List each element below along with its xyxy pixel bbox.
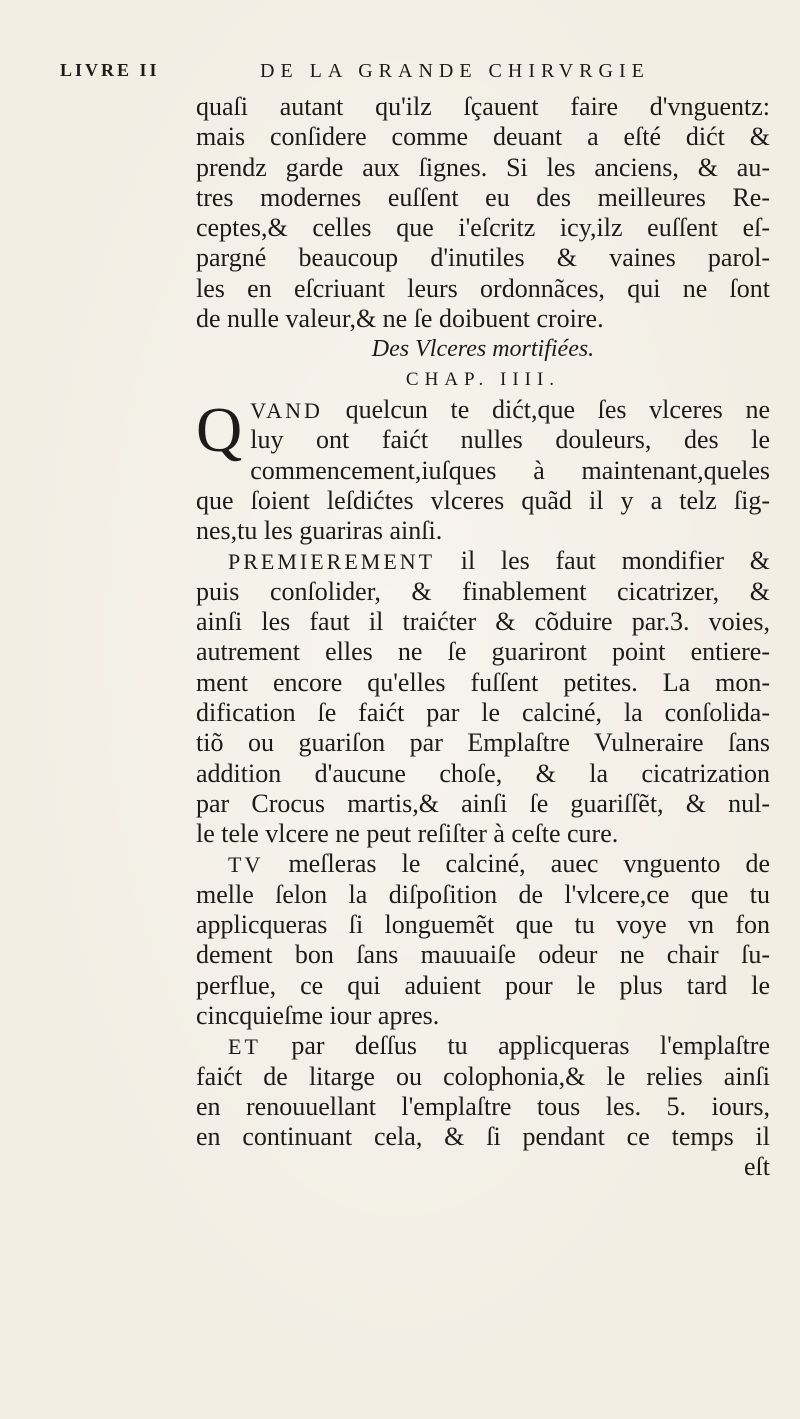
text-line: de nulle valeur,& ne ſe doibuent croire. bbox=[196, 304, 604, 334]
text-line: faićt de litarge ou colophonia,& le relies ainſi bbox=[196, 1061, 770, 1091]
text-line: autrement elles ne ſe guariront point entiere- bbox=[196, 637, 770, 667]
text-line: nes,tu les guariras ainſi. bbox=[196, 516, 443, 546]
body-text bbox=[196, 92, 770, 1183]
small-caps-word: ET bbox=[228, 1034, 261, 1060]
text-line: en continuant cela, & ſi pendant ce temps il bbox=[196, 1122, 770, 1152]
text-line: dement bon ſans mauuaiſe odeur ne chair ſu- bbox=[196, 940, 770, 970]
text-run: quelcun te dićt,que ſes vlceres ne bbox=[322, 394, 770, 424]
drop-capital: Q bbox=[196, 393, 243, 465]
section-title: Des Vlceres mortifiées. bbox=[371, 336, 595, 363]
text-line: quaſi autant qu'ilz ſçauent faire d'vnguentz: bbox=[196, 92, 770, 121]
small-caps-word: VAND bbox=[250, 397, 323, 423]
text-line: prendz garde aux ſignes. Si les anciens, & au- bbox=[196, 152, 770, 182]
text-line: luy ont faićt nulles douleurs, des le bbox=[250, 425, 770, 455]
text-line bbox=[196, 395, 770, 425]
text-line: ainſi les faut il traićter & cõduire par.3. voies, bbox=[196, 607, 770, 637]
text-line bbox=[196, 546, 770, 576]
catchword: eſt bbox=[744, 1152, 770, 1182]
text-line: pargné beaucoup d'inutiles & vaines parol- bbox=[196, 243, 770, 273]
text-run: il les faut mondifier & bbox=[435, 546, 770, 576]
paragraph-3 bbox=[196, 546, 770, 849]
text-line: tres modernes euſſent eu des meilleures Re- bbox=[196, 182, 770, 212]
text-line: melle ſelon la diſpoſition de l'vlcere,ce que tu bbox=[196, 879, 770, 909]
paragraph-1 bbox=[196, 92, 770, 334]
text-run: par deſſus tu applicqueras l'emplaſtre bbox=[260, 1031, 770, 1061]
text-line: que ſoient leſdićtes vlceres quãd il y a telz ſig- bbox=[196, 485, 770, 515]
text-line bbox=[196, 1031, 770, 1061]
text-run: meſleras le calciné, auec vnguento de bbox=[263, 849, 770, 879]
text-line: cincquieſme iour apres. bbox=[196, 1000, 440, 1030]
text-line: ceptes,& celles que i'eſcritz icy,ilz euſſent eſ- bbox=[196, 213, 770, 243]
paragraph-4 bbox=[196, 849, 770, 1031]
running-header bbox=[60, 60, 740, 90]
text-line: addition d'aucune choſe, & la cicatrization bbox=[196, 758, 770, 788]
text-line bbox=[196, 849, 770, 879]
text-line: perflue, ce qui aduient pour le plus tard le bbox=[196, 970, 770, 1000]
small-caps-word: TV bbox=[228, 852, 264, 878]
text-line: puis conſolider, & finablement cicatrizer, & bbox=[196, 576, 770, 606]
text-line: tiõ ou guariſon par Emplaſtre Vulneraire ſans bbox=[196, 728, 770, 758]
text-line: dification ſe faićt par le calciné, la conſolida- bbox=[196, 697, 770, 727]
paragraph-2 bbox=[196, 395, 770, 546]
chapter-number: CHAP. IIII. bbox=[405, 368, 561, 390]
text-line: par Crocus martis,& ainſi ſe guariſſẽt, & nul- bbox=[196, 788, 770, 818]
text-line: commencement,iuſques à maintenant,queles bbox=[250, 455, 770, 485]
text-line: en renouuellant l'emplaſtre tous les. 5. iours, bbox=[196, 1091, 770, 1121]
text-line: les en eſcriuant leurs ordonnãces, qui ne ſont bbox=[196, 273, 770, 303]
running-head-book: LIVRE II bbox=[60, 60, 160, 80]
paragraph-5 bbox=[196, 1031, 770, 1152]
small-caps-word: PREMIEREMENT bbox=[228, 549, 436, 575]
text-line: mais conſidere comme deuant a eſté dićt & bbox=[196, 122, 770, 152]
text-line: applicqueras ſi longuemẽt que tu voye vn fon bbox=[196, 910, 770, 940]
text-line: ment encore qu'elles fuſſent petites. La mon- bbox=[196, 667, 770, 697]
running-head-title: DE LA GRANDE CHIRVRGIE bbox=[260, 60, 650, 82]
text-line: le tele vlcere ne peut reſiſter à ceſte cure. bbox=[196, 819, 619, 849]
